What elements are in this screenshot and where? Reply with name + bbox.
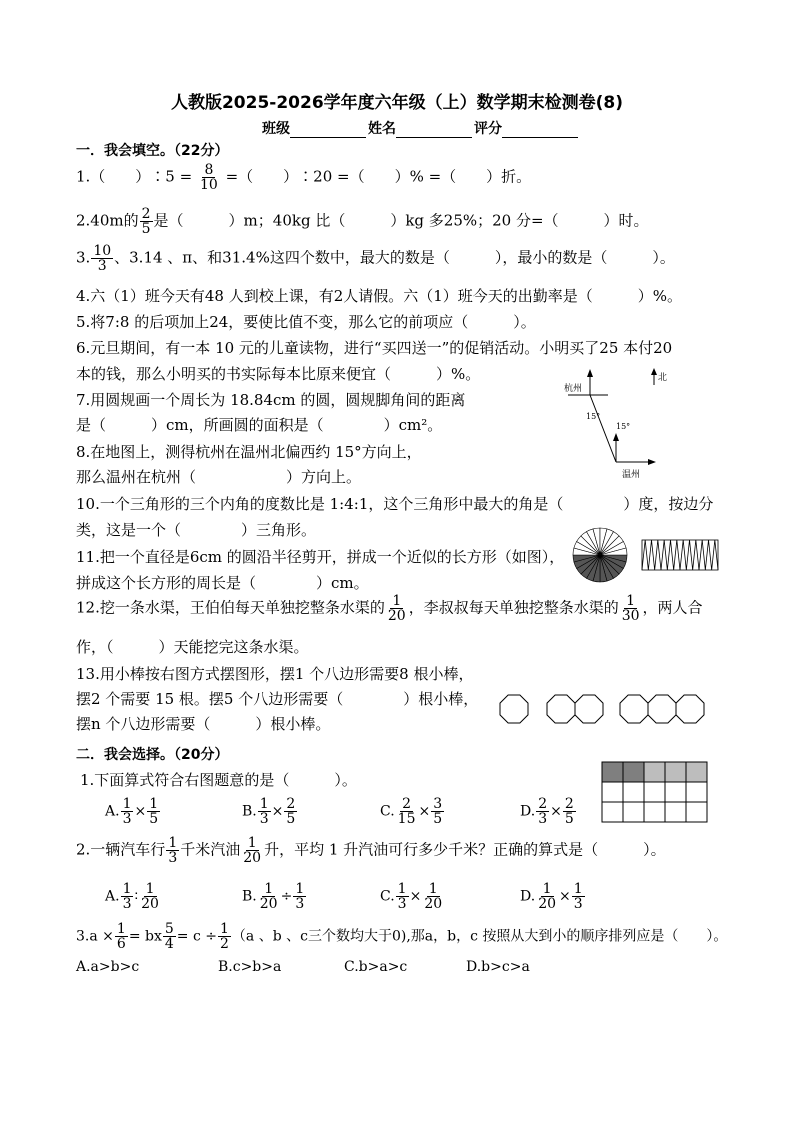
grid-cell	[665, 802, 686, 822]
score-blank[interactable]	[502, 123, 578, 138]
fraction: $\frac{1}{3}$	[168, 835, 178, 866]
name-label: 姓名	[368, 121, 396, 137]
fraction: $\frac{5}{4}$	[164, 921, 174, 952]
fraction: $\frac{1}{3}$	[397, 881, 407, 912]
grid-cell	[602, 782, 623, 802]
grid-cell	[602, 762, 623, 782]
map-label-north: 北	[658, 373, 668, 383]
question-1-7-line1: 7.用圆规画一个周长为 18.84cm 的圆，圆规脚角间的距离	[76, 391, 466, 409]
question-1-8-line2: 那么温州在杭州（ ）方向上。	[76, 468, 362, 486]
fraction: $\frac{8}{10}$	[199, 162, 218, 193]
option-b[interactable]: B.c>b>a	[218, 959, 282, 975]
question-1-4: 4.六（1）班今天有48 人到校上课，有2人请假。六（1）班今天的出勤率是（ ）%。	[76, 287, 683, 305]
fraction: $\frac{2}{5}$	[141, 206, 151, 237]
grid-cell	[665, 782, 686, 802]
question-1-8-line1: 8.在地图上，测得杭州在温州北偏西约 15°方向上，	[76, 443, 422, 461]
option-c[interactable]: C. $\frac{1}{3}$ × $\frac{1}{20}$	[380, 881, 443, 912]
option-a[interactable]: A. $\frac{1}{3}$ × $\frac{1}{5}$	[105, 796, 159, 827]
question-1-12-line2: 作，（ ）天能挖完这条水渠。	[76, 638, 309, 656]
question-1-5: 5.将7:8 的后项加上24，要使比值不变，那么它的前项应（ ）。	[76, 313, 536, 331]
question-1-12-line1: 12.挖一条水渠，王伯伯每天单独挖整条水渠的 $\frac{1}{20}$ ，李叔叔每天单独挖整条水渠的 $\frac{1}{30}$ ，两人合	[76, 593, 703, 624]
grid-cell	[623, 802, 644, 822]
fraction: $\frac{2}{5}$	[286, 796, 296, 827]
fraction: $\frac{2}{3}$	[538, 796, 548, 827]
question-1-13-line2: 摆2 个需要 15 根。摆5 个八边形需要（ ）根小棒，	[76, 690, 479, 708]
option-b[interactable]: B. $\frac{1}{3}$ × $\frac{2}{5}$	[242, 796, 296, 827]
octagon	[620, 695, 648, 723]
octagon	[676, 695, 704, 723]
option-c[interactable]: C. $\frac{2}{15}$ × $\frac{3}{5}$	[380, 796, 443, 827]
option-d[interactable]: D. $\frac{2}{3}$ × $\frac{2}{5}$	[520, 796, 574, 827]
option-c[interactable]: C.b>a>c	[344, 959, 408, 975]
grid-cell	[686, 782, 707, 802]
fraction: $\frac{1}{3}$	[259, 796, 269, 827]
octagon	[547, 695, 575, 723]
section2-heading: 二．我会选择。（20分）	[76, 747, 229, 763]
map-label-hangzhou: 杭州	[564, 384, 583, 394]
option-a[interactable]: A.a>b>c	[76, 959, 140, 975]
fraction: $\frac{1}{6}$	[116, 921, 126, 952]
grid-cell	[623, 782, 644, 802]
fraction: $\frac{1}{20}$	[538, 881, 557, 912]
grid-cell	[644, 762, 665, 782]
option-d[interactable]: D.b>c>a	[466, 959, 530, 975]
fraction: $\frac{1}{20}$	[141, 881, 159, 912]
question-2-2: 2.一辆汽车行 $\frac{1}{3}$ 千米汽油 $\frac{1}{20}$ 升，平均 1 升汽油可行多少千米？正确的算式是（ ）。	[76, 835, 666, 866]
question-1-11-line1: 11.把一个直径是6cm 的圆沿半径剪开，拼成一个近似的长方形（如图），	[76, 548, 565, 566]
octagon	[648, 695, 676, 723]
grid-cell	[623, 762, 644, 782]
question-1-7-line2: 是（ ）cm，所画圆的面积是（ ）cm²。	[76, 416, 443, 434]
student-info-header	[262, 118, 580, 138]
fraction: $\frac{1}{20}$	[243, 835, 262, 866]
fraction: $\frac{1}{3}$	[573, 881, 583, 912]
grid-cell	[644, 802, 665, 822]
fraction: $\frac{1}{3}$	[122, 796, 132, 827]
fraction: $\frac{10}{3}$	[93, 243, 112, 274]
score-label: 评分	[474, 121, 502, 137]
grid-cell	[644, 782, 665, 802]
question-2-3: 3.a × $\frac{1}{6}$ = bx $\frac{5}{4}$ = c ÷ $\frac{1}{2}$ （a 、b 、c三个数均大于0),那a，b，c 按照从大到小的顺序排列应是（ ）。	[76, 921, 728, 952]
option-b[interactable]: B. $\frac{1}{20}$ ÷ $\frac{1}{3}$	[242, 881, 305, 912]
question-1-3: 3. $\frac{10}{3}$ 、3.14 、π、和31.4%这四个数中，最大的数是（ ），最小的数是（ ）。	[76, 243, 675, 274]
class-blank[interactable]	[290, 123, 366, 138]
grid-cell	[602, 802, 623, 822]
page-title: 人教版2025-2026学年度六年级（上）数学期末检测卷(8)	[170, 93, 624, 113]
sector-circle	[573, 528, 627, 582]
octagon	[500, 695, 528, 723]
map-angle-label-1: 15°	[586, 412, 601, 421]
grid-cell	[686, 762, 707, 782]
question-1-6-line1: 6.元旦期间，有一本 10 元的儿童读物，进行“买四送一”的促销活动。小明买了25 本付20	[76, 339, 673, 357]
question-1-11-line2: 拼成这个长方形的周长是（ ）cm。	[76, 574, 369, 592]
question-1-10-line2: 类，这是一个（ ）三角形。	[76, 521, 317, 539]
octagon	[575, 695, 603, 723]
grid-cell	[686, 802, 707, 822]
question-1-13-line1: 13.用小棒按右图方式摆图形，摆1 个八边形需要8 根小棒，	[76, 665, 474, 683]
fraction: $\frac{1}{20}$	[387, 593, 406, 624]
question-1-10-line1: 10.一个三角形的三个内角的度数比是 1:4:1，这个三角形中最大的角是（ ）度，按边分	[76, 495, 714, 513]
map-label-wenzhou: 温州	[622, 470, 641, 480]
question-2-1: 1.下面算式符合右图题意的是（ ）。	[80, 771, 357, 789]
name-blank[interactable]	[396, 123, 472, 138]
fraction-grid-figure	[600, 760, 710, 824]
fraction: $\frac{1}{2}$	[219, 921, 229, 952]
question-1-6-line2: 本的钱，那么小明买的书实际每本比原来便宜（ ）%。	[76, 365, 481, 383]
fraction: $\frac{1}{5}$	[149, 796, 159, 827]
section1-heading: 一．我会填空。（22分）	[76, 143, 229, 159]
fraction: $\frac{2}{15}$	[397, 796, 416, 827]
option-a[interactable]: A. $\frac{1}{3}$ ∶ $\frac{1}{20}$	[105, 881, 159, 912]
question-1-2: 2.40m的 $\frac{2}{5}$ 是（ ）m；40kg 比（ ）kg 多25%；20 分=（ ）时。	[76, 206, 649, 237]
fraction: $\frac{2}{5}$	[564, 796, 574, 827]
approx-rectangle	[642, 540, 718, 570]
octagon-pattern	[495, 690, 715, 730]
fraction: $\frac{1}{3}$	[122, 881, 132, 912]
fraction: $\frac{3}{5}$	[433, 796, 443, 827]
class-label: 班级	[262, 121, 290, 137]
map-direction-diagram	[560, 365, 670, 490]
map-angle-label-2: 15°	[616, 422, 631, 431]
circle-to-rectangle-figure	[572, 527, 724, 583]
fraction: $\frac{1}{30}$	[621, 593, 640, 624]
fraction: $\frac{1}{3}$	[295, 881, 305, 912]
fraction: $\frac{1}{20}$	[259, 881, 278, 912]
question-1-13-line3: 摆n 个八边形需要（ ）根小棒。	[76, 715, 331, 733]
option-d[interactable]: D. $\frac{1}{20}$ × $\frac{1}{3}$	[520, 881, 583, 912]
grid-cell	[665, 762, 686, 782]
question-1-1: 1.（ ）∶5 = $\frac{8}{10}$ =（ ）∶20 =（ ）% =（ ）折。	[76, 162, 532, 193]
fraction: $\frac{1}{20}$	[424, 881, 443, 912]
